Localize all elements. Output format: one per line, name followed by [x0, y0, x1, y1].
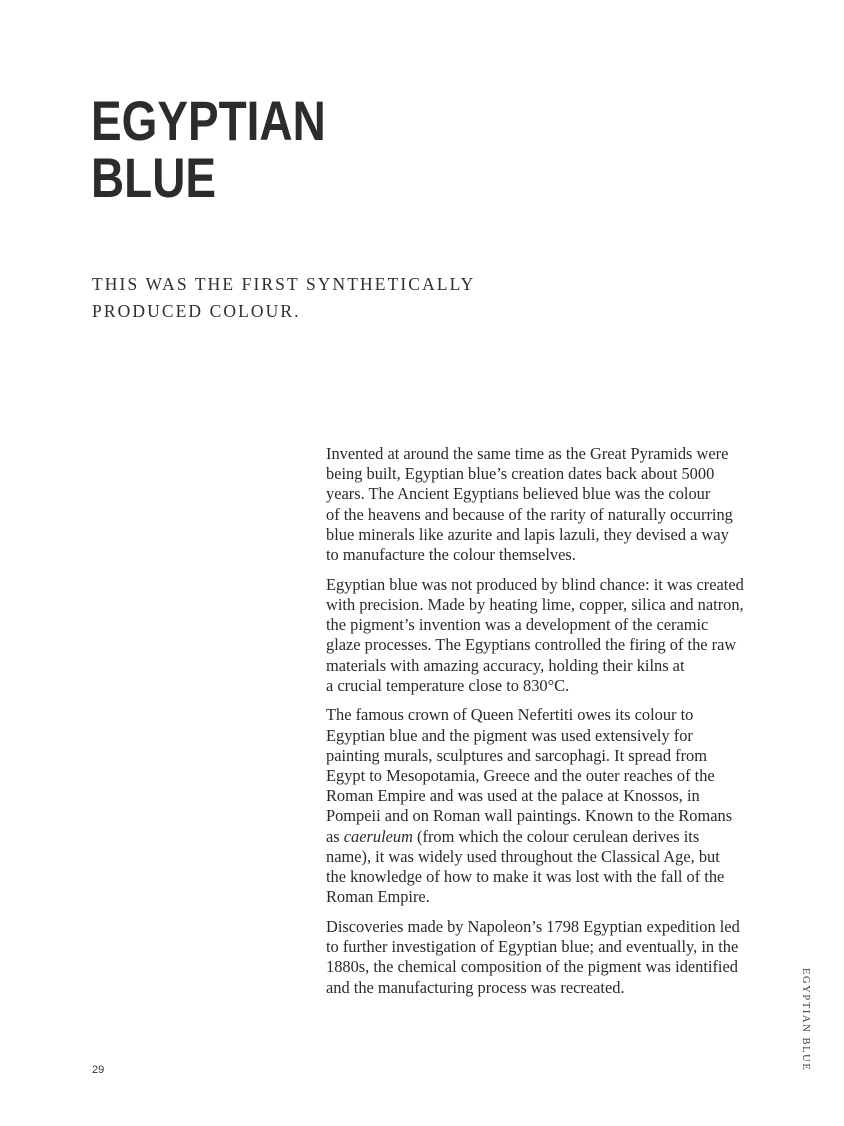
- paragraph-invention: [326, 444, 786, 565]
- title-line: EGYPTIAN: [91, 89, 326, 152]
- subtitle-line: THIS WAS THE FIRST SYNTHETICALLY: [92, 274, 476, 294]
- text-line: a crucial temperature close to 830°C.: [326, 675, 570, 695]
- text-line: [326, 827, 786, 847]
- text-line: blue minerals like azurite and lapis lazuli, they devised a way: [326, 524, 729, 544]
- paragraph-precision: [326, 575, 786, 696]
- page-title: [91, 89, 326, 209]
- text-line: to further investigation of Egyptian blue; and eventually, in the: [326, 937, 739, 957]
- italic-term-caeruleum: caeruleum: [343, 826, 413, 846]
- text-line: Egyptian blue and the pigment was used extensively for: [326, 725, 693, 745]
- paragraph-rediscovery: [326, 917, 786, 998]
- text-line: being built, Egyptian blue’s creation dates back about 5000: [326, 464, 715, 484]
- subtitle: [92, 271, 475, 325]
- text-line: the pigment’s invention was a development of the ceramic: [326, 615, 709, 635]
- body-text: [326, 444, 786, 1007]
- text-fragment: as: [326, 826, 344, 846]
- paragraph-history: [326, 705, 786, 907]
- text-line: of the heavens and because of the rarity of naturally occurring: [326, 504, 733, 524]
- text-line: years. The Ancient Egyptians believed blue was the colour: [326, 484, 711, 504]
- text-line: Egypt to Mesopotamia, Greece and the outer reaches of the: [326, 766, 715, 786]
- text-line: glaze processes. The Egyptians controlled the firing of the raw: [326, 635, 737, 655]
- text-line: Roman Empire and was used at the palace at Knossos, in: [326, 786, 700, 806]
- running-head: EGYPTIAN BLUE: [800, 968, 811, 1072]
- text-line: Pompeii and on Roman wall paintings. Known to the Romans: [326, 806, 733, 826]
- text-line: with precision. Made by heating lime, copper, silica and natron,: [326, 594, 744, 614]
- subtitle-line: PRODUCED COLOUR.: [92, 301, 301, 321]
- title-line: BLUE: [91, 146, 217, 209]
- text-line: and the manufacturing process was recreated.: [326, 977, 625, 997]
- text-line: name), it was widely used throughout the Classical Age, but: [326, 846, 720, 866]
- text-line: The famous crown of Queen Nefertiti owes its colour to: [326, 705, 694, 725]
- text-line: Egyptian blue was not produced by blind chance: it was created: [326, 574, 744, 594]
- text-line: the knowledge of how to make it was lost with the fall of the: [326, 867, 725, 887]
- text-line: to manufacture the colour themselves.: [326, 545, 576, 565]
- text-line: 1880s, the chemical composition of the pigment was identified: [326, 957, 738, 977]
- text-line: Discoveries made by Napoleon’s 1798 Egyptian expedition led: [326, 916, 740, 936]
- text-fragment: (from which the colour cerulean derives its: [412, 826, 700, 846]
- text-line: Roman Empire.: [326, 887, 430, 907]
- text-line: painting murals, sculptures and sarcophagi. It spread from: [326, 745, 707, 765]
- text-line: Invented at around the same time as the Great Pyramids were: [326, 444, 729, 463]
- page-number: 29: [92, 1064, 105, 1076]
- text-line: materials with amazing accuracy, holding their kilns at: [326, 655, 685, 675]
